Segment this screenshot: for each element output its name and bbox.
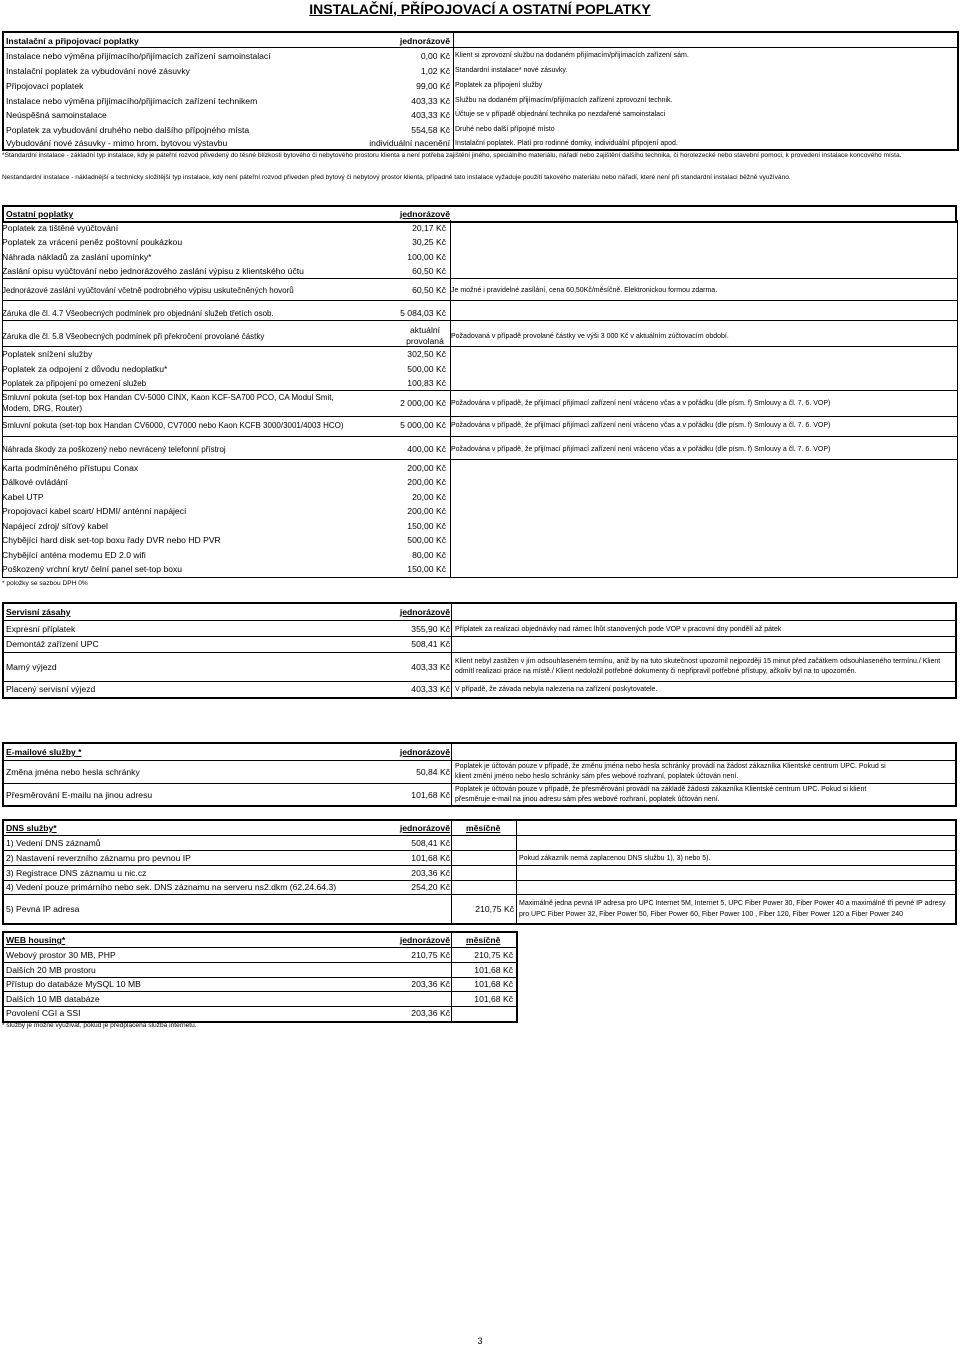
installation-footnote-2: Nestandardní instalace - nákladnější a technicky složitější typ instalace, kdy není páteřní rozvod přiveden před bytový či nebytový prostor klienta, případně tato instalace vyžaduje použití takového materiálu nebo nářadí, které není při standardní instalaci běžně využíváno. — [2, 174, 791, 181]
table-row: 4) Vedení pouze primárního nebo sek. DNS záznamu na serveru ns2.dkm (62.24.64.3) 254,20 Kč — [6, 882, 450, 892]
table-row: Připojovací poplatek 99,00 Kč Poplatek za připojení služby — [6, 80, 543, 91]
table-row: Povolení CGI a SSI 203,36 Kč — [6, 1008, 450, 1018]
installation-header: Instalační a připojovací poplatky — [6, 35, 139, 46]
table-row: Poplatek za tištěné vyúčtování 20,17 Kč — [2, 223, 446, 233]
email-col: jednorázově — [399, 747, 450, 757]
table-row: Webový prostor 30 MB, PHP 210,75 Kč 210,75 Kč — [6, 950, 513, 960]
table-row: Poplatek za připojení po omezení služeb 100,83 Kč — [2, 378, 446, 388]
table-row: Poplatek za vybudování druhého nebo dalšího přípojného místa 554,58 Kč Druhé nebo další přípojné místo — [6, 124, 555, 135]
table-row: Smluvní pokuta (set-top box Handan CV6000, CV7000 nebo Kaon KCFB 3000/3001/4003 HCO) 5 000,00 Kč Požadována v případě, že přijímací přijímací zařízení není vráceno včas a v pořádku (dle písm. f) Smlouvy a čl. 7. 6. VOP) — [2, 420, 831, 430]
dns-col-monthly: měsíčně — [466, 823, 501, 833]
table-row: Záruka dle čl. 5.8 Všeobecných podmínek při překročení provolané částky aktuální provolaná Požadovaná v případě provolané částky ve výši 3 000 Kč v aktuálním zúčtovacím období. — [2, 325, 729, 346]
table-row: Poplatek za odpojení z důvodu nedoplatku* 500,00 Kč — [2, 364, 446, 374]
web-footnote: * služby je možné využívat, pokud je předplacena služba internetu. — [2, 1022, 197, 1029]
table-row: Smluvní pokuta (set-top box Handan CV-5000 CINX, Kaon KCF-SA700 PCO, CA Modul Smit, Modem, DRG, Router) 2 000,00 Kč Požadována v případě, že přijímací přijímací zařízení není vráceno včas a v pořádku (dle písm. f) Smlouvy a čl. 7. 6. VOP) — [2, 393, 831, 413]
table-row: 2) Nastavení reverzního záznamu pro pevnou IP 101,68 Kč Pokud zákazník nemá zaplacenou DNS službu 1), 3) nebo 5). — [6, 853, 711, 863]
email-header: E-mailové služby * — [6, 747, 82, 757]
table-row: 3) Registrace DNS záznamu u nic.cz 203,36 Kč — [6, 868, 450, 878]
other-footnote: * položky se sazbou DPH 0% — [2, 580, 88, 587]
table-row: Expresní příplatek 355,90 Kč Příplatek za realizaci objednávky nad rámec lhůt stanovených pode VOP v pracovní dny pondělí až pátek — [6, 624, 782, 634]
other-grid-left — [2, 220, 451, 578]
table-row: Kabel UTP 20,00 Kč — [2, 492, 446, 502]
web-col-once: jednorázově — [399, 935, 450, 945]
web-header: WEB housing* — [6, 935, 66, 945]
other-grid-right — [451, 220, 958, 578]
other-col: jednorázově — [399, 209, 450, 219]
table-row: Propojovací kabel scart/ HDMI/ anténní napájecí 200,00 Kč — [2, 506, 446, 516]
dns-table — [2, 819, 957, 925]
table-row: Instalační poplatek za vybudování nové zásuvky 1,02 Kč Standardní instalace* nové zásuvky. — [6, 65, 568, 76]
table-row: Placený servisní výjezd 403,33 Kč V případě, že závada nebyla nalezena na zařízení poskytovatele. — [6, 684, 658, 694]
installation-col: jednorázově — [399, 35, 450, 46]
table-row: Demontáž zařízení UPC 508,41 Kč — [6, 639, 450, 649]
table-row: Poškozený vrchní kryt/ čelní panel set-top boxu 150,00 Kč — [2, 564, 446, 574]
installation-footnote-1: *Standardní instalace - základní typ instalace, kdy je páteřní rozvod přivedený do těsné blízkosti bytového či nebytového prostoru klienta a není potřeba zajištění jiného, speciálního materiálu, nářadí nebo zajištění dalšího technika, či horolezecké nebo stavební pomoci, k provedení instalace koncového místa. — [2, 152, 902, 159]
table-row: Dálkové ovládání 200,00 Kč — [2, 477, 446, 487]
table-row: Jednorázové zaslání vyúčtování včetně podrobného výpisu uskutečněných hovorů 60,50 Kč Je možné i pravidelné zasílání, cena 60,50Kč/měsíčně. Elektronickou formou zdarma. — [2, 285, 718, 295]
page-title: INSTALAČNÍ, PŘÍPOJOVACÍ A OSTATNÍ POPLATKY — [309, 1, 651, 17]
table-row: Chybějící anténa modemu ED 2.0 wifi 80,00 Kč — [2, 550, 446, 560]
table-row: Náhrada nákladů za zaslání upomínky* 100,00 Kč — [2, 252, 446, 262]
other-header: Ostatní poplatky — [6, 209, 74, 219]
dns-header: DNS služby* — [6, 823, 57, 833]
table-row: Karta podmíněného přístupu Conax 200,00 Kč — [2, 463, 446, 473]
table-row: Neúspěšná samoinstalace 403,33 Kč Účtuje se v případě objednání technika po nezdařené samoinstalaci — [6, 109, 666, 120]
table-row: Poplatek snížení služby 302,50 Kč — [2, 349, 446, 359]
table-row: Poplatek za vrácení peněz poštovní poukázkou 30,25 Kč — [2, 237, 446, 247]
table-row: Dalších 20 MB prostoru 101,68 Kč — [6, 965, 513, 975]
table-row: Změna jména nebo hesla schránky 50,84 Kč Poplatek je účtován pouze v případě, že změnu jména nebo hesla schránky provádí na žádost zákazníka Klientské centrum UPC. Pokud si klient změní jméno nebo heslo schránky sám přes webové rozhraní, poplatek účtován není. — [6, 763, 886, 780]
table-row: Instalace nebo výměna přijímacího/přijímacích zařízení samoinstalací 0,00 Kč Klient si zprovozní službu na dodaném přijímacím/přijímacích zařízení sám. — [6, 50, 689, 61]
table-row: Chybějící hard disk set-top boxu řady DVR nebo HD PVR 500,00 Kč — [2, 535, 446, 545]
table-row: Zaslání opisu vyúčtování nebo jednorázového zaslání výpisu z klientského účtu 60,50 Kč — [2, 266, 446, 276]
installation-table — [2, 31, 959, 151]
service-col: jednorázově — [399, 607, 450, 617]
web-table — [2, 931, 518, 1023]
service-table — [2, 602, 957, 699]
table-row: Vybudování nové zásuvky - mimo hrom. bytovou výstavbu individuální nacenění Instalační poplatek. Platí pro rodinné domky, individuální připojení apod. — [6, 138, 678, 148]
table-row: Dalších 10 MB databáze 101,68 Kč — [6, 994, 513, 1004]
web-col-monthly: měsíčně — [466, 935, 501, 945]
table-row: Instalace nebo výměna přijímacího/přijímacích zařízení technikem 403,33 Kč Službu na dodaném přijímacím/přijímacích zařízení zprovozní technik. — [6, 95, 673, 106]
table-row: 5) Pevná IP adresa 210,75 Kč Maximálně jedna pevná IP adresa pro UPC Internet 5M, Internet 5, UPC Fiber Power 30, Fiber Power 40 a maximálně tři pevné IP adresy pro UPC Fiber Power 32, Fiber Power 50, Fiber Power 60, Fiber Power 100 , Fiber 120, Fiber Power 120 a Fiber Power 240 — [6, 899, 946, 918]
service-header: Servisní zásahy — [6, 607, 71, 617]
table-row: Náhrada škody za poškozený nebo nevrácený telefonní přístroj 400,00 Kč Požadována v případě, že přijímací přijímací zařízení není vráceno včas a v pořádku (dle písm. f) Smlouvy a čl. 7. 6. VOP) — [2, 444, 831, 454]
table-row: Přesměrování E-mailu na jinou adresu 101,68 Kč Poplatek je účtován pouze v případě, že přesměrování provádí na základě žádosti zákazníka Klientské centrum UPC. Pokud si klient přesměruje e-mail na jinou adresu sám přes webové rozhraní, poplatek účtován není. — [6, 785, 867, 803]
table-row: Záruka dle čl. 4.7 Všeobecných podmínek pro objednání služeb třetích osob. 5 084,03 Kč — [2, 308, 446, 318]
table-row: Napájecí zdroj/ síťový kabel 150,00 Kč — [2, 521, 446, 531]
email-table — [2, 742, 957, 807]
table-row: 1) Vedení DNS záznamů 508,41 Kč — [6, 838, 450, 848]
dns-col-once: jednorázově — [399, 823, 450, 833]
table-row: Marný výjezd 403,33 Kč Klient nebyl zastižen v jím odsouhlaseném termínu, aniž by na tuto skutečnost upozornil nejpozději 15 minut před začátkem odsouhlaseného termínu./ Klient odmítl realizaci práce na místě./ Klient nedoložil potřebné dokumenty či nepřipravil potřebné přístupy, ačkoliv byl na to upozorněn. — [6, 658, 941, 675]
page-number: 3 — [477, 1336, 483, 1346]
table-row: Přístup do databáze MySQL 10 MB 203,36 Kč 101,68 Kč — [6, 979, 513, 989]
